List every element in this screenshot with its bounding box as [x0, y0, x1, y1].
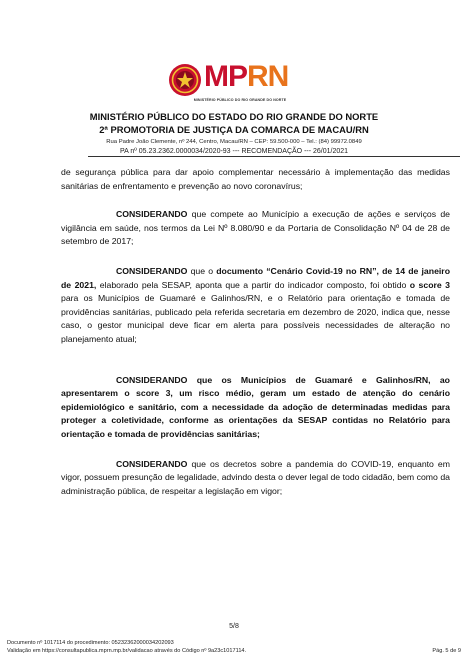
paragraph-text: para os Municípios de Guamaré e Galinhos/RN, e o Relatório para orientação e tomada de providências sanitárias, publicado pela referida secretaria em dezembro de 2020, indica que, nesse caso, o gestor municipal deve ficar em alerta para possíveis necessidades de alteração no planejamento atual;	[61, 293, 450, 344]
logo-subtitle: MINISTÉRIO PÚBLICO DO RIO GRANDE DO NORTE	[193, 98, 287, 102]
considerando-label: CONSIDERANDO	[116, 265, 188, 276]
footer-page-count: Pág. 5 de 9	[432, 648, 461, 654]
paragraph-considerando-3	[61, 374, 450, 442]
paragraph-text: que compete ao Município a execução de ações e serviços de vigilância em saúde, nos termos da Lei Nº 8.080/90 e da Portaria de Consolidação Nº 04 de 28 de setembro de 2017;	[61, 209, 450, 247]
paragraph-considerando-1	[61, 208, 450, 249]
paragraph-considerando-4	[61, 458, 450, 499]
address-line: Rua Padre João Clemente, nº 244, Centro, Macau/RN – CEP: 59.500-000 – Tel.: (84) 99972.0849	[106, 139, 362, 145]
document-reference: documento “Cenário Covid-19 no RN”, de 14 de janeiro de 2021,	[61, 265, 450, 290]
mprn-logo	[204, 60, 288, 94]
paragraph-bold-text: CONSIDERANDO que os Municípios de Guamaré e Galinhos/RN, ao apresentarem o score 3, um risco médio, geram um estado de atenção do cenário epidemiológico e sanitário, com a necessidade da adoção de determinadas medidas para proteger a coletividade, conforme as orientações da SESAP contidas no Relatório para orientação e tomada de providências sanitárias;	[61, 374, 450, 439]
procedure-line: PA nº 05.23.2362.0000034/2020-93 --- RECOMENDAÇÃO --- 26/01/2021	[119, 148, 349, 155]
office-title: 2ª PROMOTORIA DE JUSTIÇA DA COMARCA DE MACAU/RN	[99, 124, 369, 135]
validation-footer	[7, 639, 461, 655]
logo-rn: RN	[247, 60, 289, 93]
institution-title: MINISTÉRIO PÚBLICO DO ESTADO DO RIO GRANDE DO NORTE	[89, 111, 379, 122]
header-divider	[88, 156, 460, 157]
footer-validation-line: Validação em https://consultapublica.mprn.mp.br/validacao através do Código nº 9a23c1017114.	[7, 648, 247, 654]
considerando-label: CONSIDERANDO	[116, 209, 188, 220]
paragraph-considerando-2	[61, 265, 450, 347]
paragraph-text: elaborado pela SESAP, apontа que a partir do indicador composto, foi obtido	[96, 279, 410, 290]
footer-document-line: Documento nº 1017114 do procedimento: 05232362000034202093	[7, 640, 174, 646]
paragraph-text: que o	[187, 265, 217, 276]
score-reference: o score 3	[409, 279, 450, 290]
document-body	[61, 166, 450, 498]
considerando-label: CONSIDERANDO	[116, 458, 188, 469]
paragraph-text: que os decretos sobre a pandemia do COVID-19, enquanto em vigor, possuem presunção de legalidade, advindo desta o dever legal de todo cidadão, bem como da administração pública, de respeitar a legislação em vigor;	[61, 458, 450, 496]
coat-of-arms-icon	[168, 63, 202, 97]
page-number: 5/8	[229, 623, 239, 630]
logo-mp: MP	[204, 60, 247, 93]
paragraph-continuation: de segurança pública para dar apoio complementar necessário à implementação das medidas sanitárias de enfrentamento e prevenção ao novo coronavírus;	[61, 167, 450, 191]
